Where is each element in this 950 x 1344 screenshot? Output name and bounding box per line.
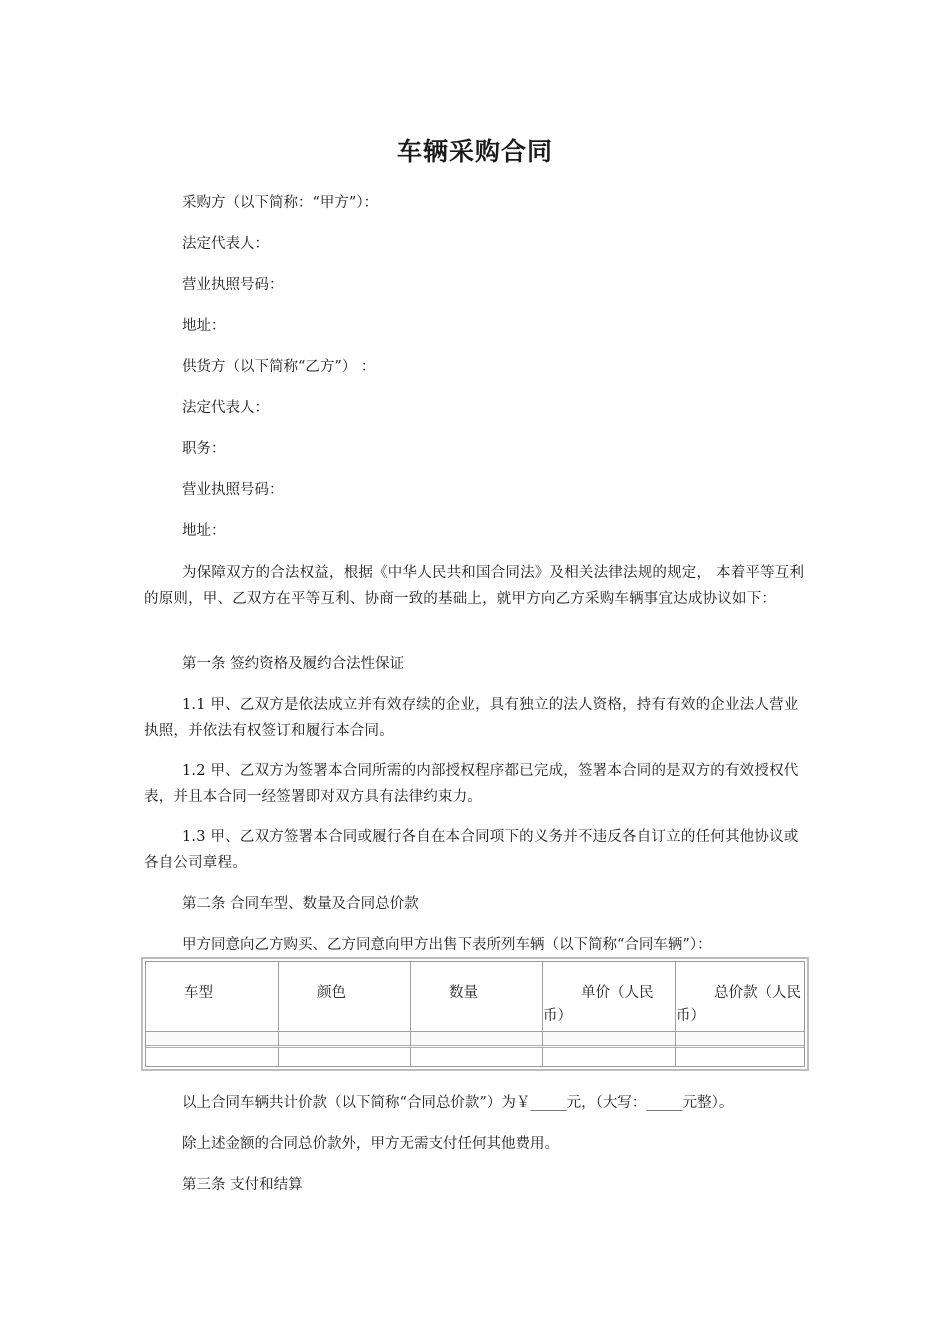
table-header-unit-price — [543, 962, 676, 1032]
no-extra-fee-line: 除上述金额的合同总价款外，甲方无需支付任何其他费用。 — [182, 1136, 559, 1152]
table-header-total-price — [676, 962, 804, 1032]
seller-position-line: 职务： — [182, 441, 226, 457]
table-cell — [146, 1032, 279, 1048]
buyer-address-line: 地址： — [182, 318, 226, 334]
table-cell — [676, 1032, 804, 1048]
table-cell — [676, 1048, 804, 1066]
total-price-line: 以上合同车辆共计价款（以下简称“合同总价款”）为￥_____元，（大写：_____元整）。 — [182, 1095, 734, 1111]
buyer-legal-rep-line: 法定代表人： — [182, 236, 269, 252]
seller-line: 供货方（以下简称“乙方”） ： — [182, 359, 376, 375]
article3-heading: 第三条 支付和结算 — [182, 1177, 303, 1193]
article2-heading: 第二条 合同车型、数量及合同总价款 — [182, 896, 419, 912]
table-cell — [279, 1032, 411, 1048]
buyer-line: 采购方（以下简称：“甲方”）： — [182, 195, 379, 211]
page-title: 车辆采购合同 — [396, 137, 553, 166]
table-cell — [543, 1032, 676, 1048]
table-cell — [543, 1048, 676, 1066]
table-header-unit-price-text: 单价（人民币） — [543, 985, 654, 1024]
clause-1-3: 1.3 甲、乙双方签署本合同或履行各自在本合同项下的义务并不违反各自订立的任何其他协议或各自公司章程。 — [144, 829, 799, 871]
clause-1-1: 1.1 甲、乙双方是依法成立并有效存续的企业，具有独立的法人资格，持有有效的企业法人营业执照，并依法有权签订和履行本合同。 — [144, 697, 799, 739]
seller-license-line: 营业执照号码： — [182, 482, 284, 498]
table-cell — [411, 1048, 543, 1066]
seller-address-line: 地址： — [182, 523, 226, 539]
table-header-quantity: 数量 — [411, 962, 543, 1032]
table-cell — [146, 1048, 279, 1066]
preamble-paragraph: 为保障双方的合法权益，根据《中华人民共和国合同法》及相关法律法规的规定， 本着平等互利的原则，甲、乙双方在平等互利、协商一致的基础上，就甲方向乙方采购车辆事宜达成协议如下： — [144, 565, 805, 607]
table-cell — [411, 1032, 543, 1048]
table-header-color: 颜色 — [279, 962, 411, 1032]
buyer-license-line: 营业执照号码： — [182, 277, 284, 293]
seller-legal-rep-line: 法定代表人： — [182, 400, 269, 416]
table-cell — [279, 1048, 411, 1066]
table-header-total-price-text: 总价款（人民币） — [676, 985, 801, 1024]
article1-heading: 第一条 签约资格及履约合法性保证 — [182, 656, 405, 672]
clause-1-2: 1.2 甲、乙双方为签署本合同所需的内部授权程序都已完成，签署本合同的是双方的有效授权代表，并且本合同一经签署即对双方具有法律约束力。 — [144, 763, 799, 805]
vehicle-table — [141, 957, 809, 1071]
table-header-model: 车型 — [146, 962, 279, 1032]
article2-intro: 甲方同意向乙方购买、乙方同意向甲方出售下表所列车辆（以下简称“合同车辆”）： — [182, 937, 712, 953]
